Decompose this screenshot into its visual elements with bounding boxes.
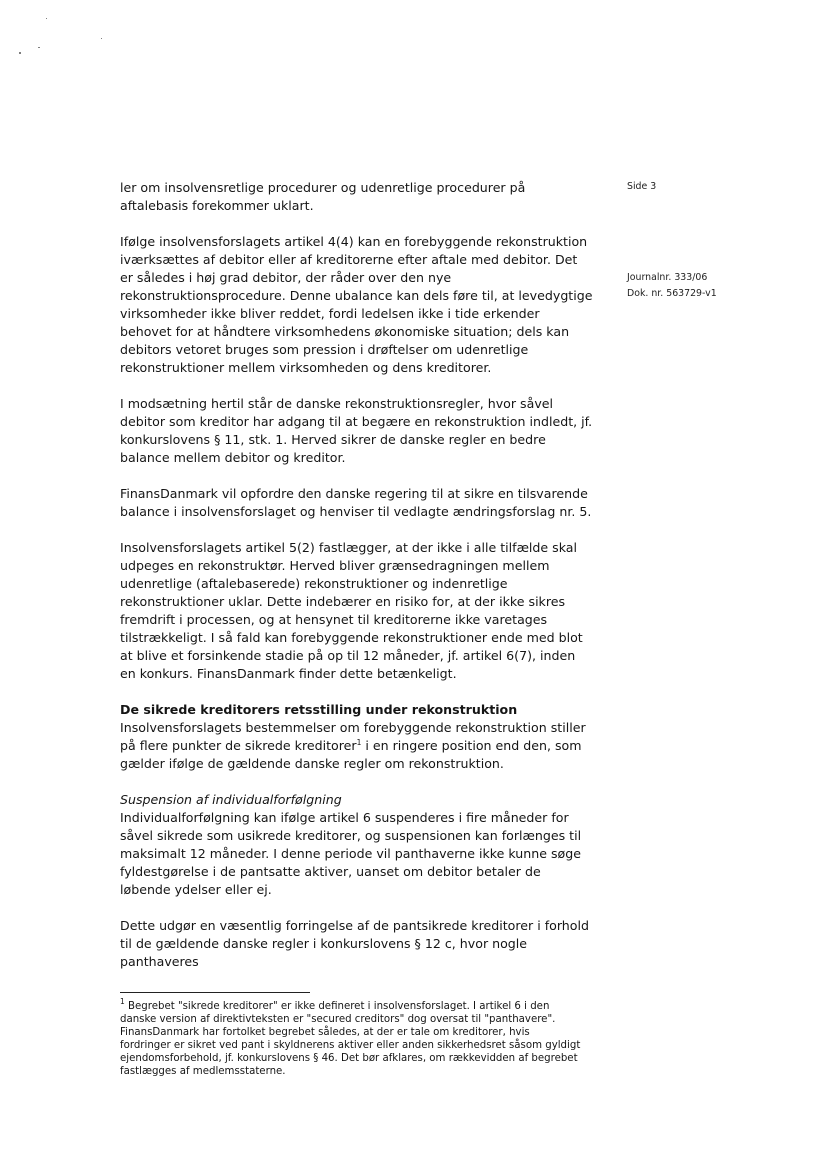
margin-references bbox=[627, 270, 737, 302]
document-number: Dok. nr. 563729-v1 bbox=[627, 288, 717, 299]
paragraph-article-4: Ifølge insolvensforslagets artikel 4(4) kan en forebyggende rekonstruktion iværksættes af debitor eller af kreditorerne efter aftale med debitor. Det er således i høj grad debitor, der råder over den nye rekonstruktionsprocedure. Denne ubalance kan dels føre til, at levedygtige virksomheder ikke bliver reddet, fordi ledelsen ikke i tide erkender behovet for at håndtere virksomhedens økonomiske situation; dels kan debitors vetoret bruges som pression i drøftelser om udenretlige rekonstruktioner mellem virksomheden og dens kreditorer. bbox=[120, 234, 593, 375]
footnote-text: Begrebet "sikrede kreditorer" er ikke defineret i insolvensforslaget. I artikel 6 i den danske version af direktivteksten er "secured creditors" dog oversat til "panthavere". FinansDanmark har fortolket begrebet således, at der er tale om kreditorer, hvis fordringer er sikret ved pant i skyldnerens aktiver eller anden sikkerhedsret såsom gyldigt ejendomsforbehold, jf. konkurslovens § 46. Det bør afklares, om rækkevidden af begrebet fastlægges af medlemsstaterne. bbox=[120, 1001, 581, 1077]
paragraph-secured-creditors-part1: Insolvensforslagets bestemmelser om forebyggende rekonstruktion stiller på flere punkter de sikrede kreditorer bbox=[120, 720, 586, 753]
body-text bbox=[120, 179, 594, 971]
paragraph-continuation: ler om insolvensretlige procedurer og udenretlige procedurer på aftalebasis forekommer uklart. bbox=[120, 180, 526, 213]
footnote-reference: 1 bbox=[356, 738, 362, 747]
paragraph-danish-rules: I modsætning hertil står de danske rekonstruktionsregler, hvor såvel debitor som kreditor har adgang til at begære en rekonstruktion indledt, jf. konkurslovens § 11, stk. 1. Herved sikrer de danske regler en bedre balance mellem debitor og kreditor. bbox=[120, 396, 593, 465]
paragraph-suspension: Individualforfølgning kan ifølge artikel 6 suspenderes i fire måneder for såvel sikrede som usikrede kreditorer, og suspensionen kan forlænges til maksimalt 12 måneder. I denne periode vil panthaverne ikke kunne søge fyldestgørelse i de pantsatte aktiver, uanset om debitor betaler de løbende ydelser eller ej. bbox=[120, 810, 582, 897]
footnote bbox=[120, 997, 582, 1078]
paragraph-secured-creditors-part2: i en ringere position end den, som gælder ifølge de gældende danske regler om rekonstruktion. bbox=[120, 738, 582, 771]
subsection-heading: Suspension af individualforfølgning bbox=[120, 792, 342, 807]
margin-page-number bbox=[627, 179, 737, 195]
paragraph-deterioration: Dette udgør en væsentlig forringelse af de pantsikrede kreditorer i forhold til de gældende danske regler i konkurslovens § 12 c, hvor nogle panthaveres bbox=[120, 918, 589, 969]
paragraph-secured-creditors bbox=[120, 719, 594, 773]
paragraph-finansdanmark-appeal: FinansDanmark vil opfordre den danske regering til at sikre en tilsvarende balance i insolvensforslaget og henviser til vedlagte ændringsforslag nr. 5. bbox=[120, 486, 592, 519]
footnote-text-block bbox=[120, 997, 582, 1078]
journal-number: Journalnr. 333/06 bbox=[627, 272, 708, 283]
page-number: Side 3 bbox=[627, 181, 657, 192]
section-heading: De sikrede kreditorers retsstilling under rekonstruktion bbox=[120, 702, 518, 717]
paragraph-article-5: Insolvensforslagets artikel 5(2) fastlægger, at der ikke i alle tilfælde skal udpeges en rekonstruktør. Herved bliver grænsedragningen mellem udenretlige (aftalebaserede) rekonstruktioner og indenretlige rekonstruktioner uklar. Dette indebærer en risiko for, at der ikke sikres fremdrift i processen, og at hensynet til kreditorerne ikke varetages tilstrækkeligt. I så fald kan forebyggende rekonstruktioner ende med blot at blive et forsinkende stadie på op til 12 måneder, jf. artikel 6(7), inden en konkurs. FinansDanmark finder dette betænkeligt. bbox=[120, 540, 583, 681]
footnote-number: 1 bbox=[120, 997, 125, 1006]
footnote-divider bbox=[120, 992, 310, 993]
